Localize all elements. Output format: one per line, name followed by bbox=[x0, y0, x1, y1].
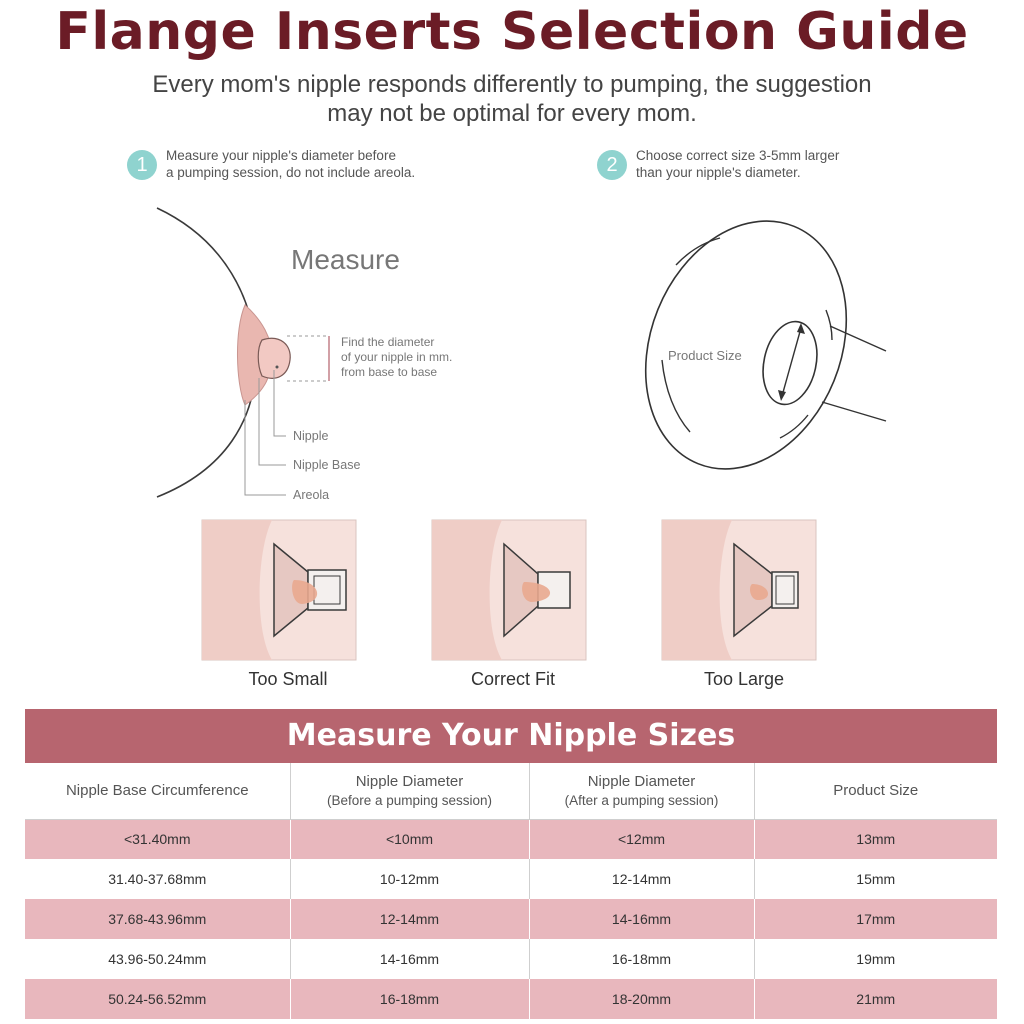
table-row bbox=[25, 819, 997, 859]
table-cell: 10-12mm bbox=[290, 859, 529, 899]
breast-measure-diagram bbox=[157, 208, 452, 502]
flange-product-diagram bbox=[610, 191, 886, 500]
table-row bbox=[25, 979, 997, 1019]
fit-label-too-large: Too Large bbox=[703, 669, 785, 689]
areola-label: Areola bbox=[293, 488, 330, 502]
step-number-badge: 2 bbox=[597, 150, 627, 180]
table-cell: <10mm bbox=[290, 819, 529, 859]
fit-label-too-small: Too Small bbox=[248, 669, 328, 689]
table-cell: 16-18mm bbox=[290, 979, 529, 1019]
step-text-line: Measure your nipple's diameter before bbox=[166, 148, 396, 163]
step-number-badge: 1 bbox=[127, 150, 157, 180]
table-cell: 17mm bbox=[754, 899, 997, 939]
size-table bbox=[25, 763, 997, 1019]
fit-panel-correct-fit bbox=[432, 520, 586, 660]
table-row bbox=[25, 859, 997, 899]
flange-tunnel-opening bbox=[756, 317, 824, 410]
table-cell: 18-20mm bbox=[529, 979, 754, 1019]
table-cell: 14-16mm bbox=[290, 939, 529, 979]
flange-outer-rim bbox=[610, 191, 882, 500]
nipple-base-label: Nipple Base bbox=[293, 458, 361, 472]
column-header: Product Size bbox=[754, 763, 997, 819]
table-row bbox=[25, 939, 997, 979]
column-header: Nipple Base Circumference bbox=[25, 763, 290, 819]
instruction-line: of your nipple in mm. bbox=[341, 350, 453, 364]
table-cell: 14-16mm bbox=[529, 899, 754, 939]
measure-heading: Measure bbox=[291, 244, 400, 275]
table-cell: 12-14mm bbox=[529, 859, 754, 899]
fit-label-correct-fit: Correct Fit bbox=[470, 669, 555, 689]
table-row bbox=[25, 899, 997, 939]
nipple-label: Nipple bbox=[293, 429, 329, 443]
step-text-line: a pumping session, do not include areola. bbox=[166, 165, 416, 180]
table-heading: Measure Your Nipple Sizes bbox=[25, 709, 997, 763]
subtitle-line: may not be optimal for every mom. bbox=[327, 100, 697, 127]
table-cell: 31.40-37.68mm bbox=[25, 859, 290, 899]
table-cell: 19mm bbox=[856, 951, 896, 967]
instruction-line: Find the diameter bbox=[341, 335, 435, 349]
table-cell: 21mm bbox=[754, 979, 997, 1019]
table-cell: 43.96-50.24mm bbox=[25, 939, 290, 979]
instruction-line: from base to base bbox=[341, 365, 438, 379]
product-size-label: Product Size bbox=[668, 348, 742, 363]
table-header-row bbox=[25, 763, 997, 819]
step-text-line: than your nipple's diameter. bbox=[636, 165, 801, 180]
table-cell: <31.40mm bbox=[25, 819, 290, 859]
subtitle-line: Every mom's nipple responds differently to pumping, the suggestion bbox=[152, 71, 872, 98]
table-cell: 16-18mm bbox=[529, 939, 754, 979]
page-title: Flange Inserts Selection Guide bbox=[55, 2, 969, 62]
table-cell: 13mm bbox=[754, 819, 997, 859]
table-cell: 15mm bbox=[856, 871, 896, 887]
table-cell: <12mm bbox=[529, 819, 754, 859]
table-cell: 50.24-56.52mm bbox=[25, 979, 290, 1019]
column-header: Nipple Diameter (Before a pumping session) bbox=[290, 763, 529, 819]
step-text-line: Choose correct size 3-5mm larger bbox=[636, 148, 840, 163]
table-cell: 37.68-43.96mm bbox=[25, 899, 290, 939]
fit-panel-too-small bbox=[202, 520, 356, 660]
table-cell: 12-14mm bbox=[290, 899, 529, 939]
fit-panel-too-large bbox=[662, 520, 816, 660]
column-header: Nipple Diameter (After a pumping session) bbox=[529, 763, 754, 819]
